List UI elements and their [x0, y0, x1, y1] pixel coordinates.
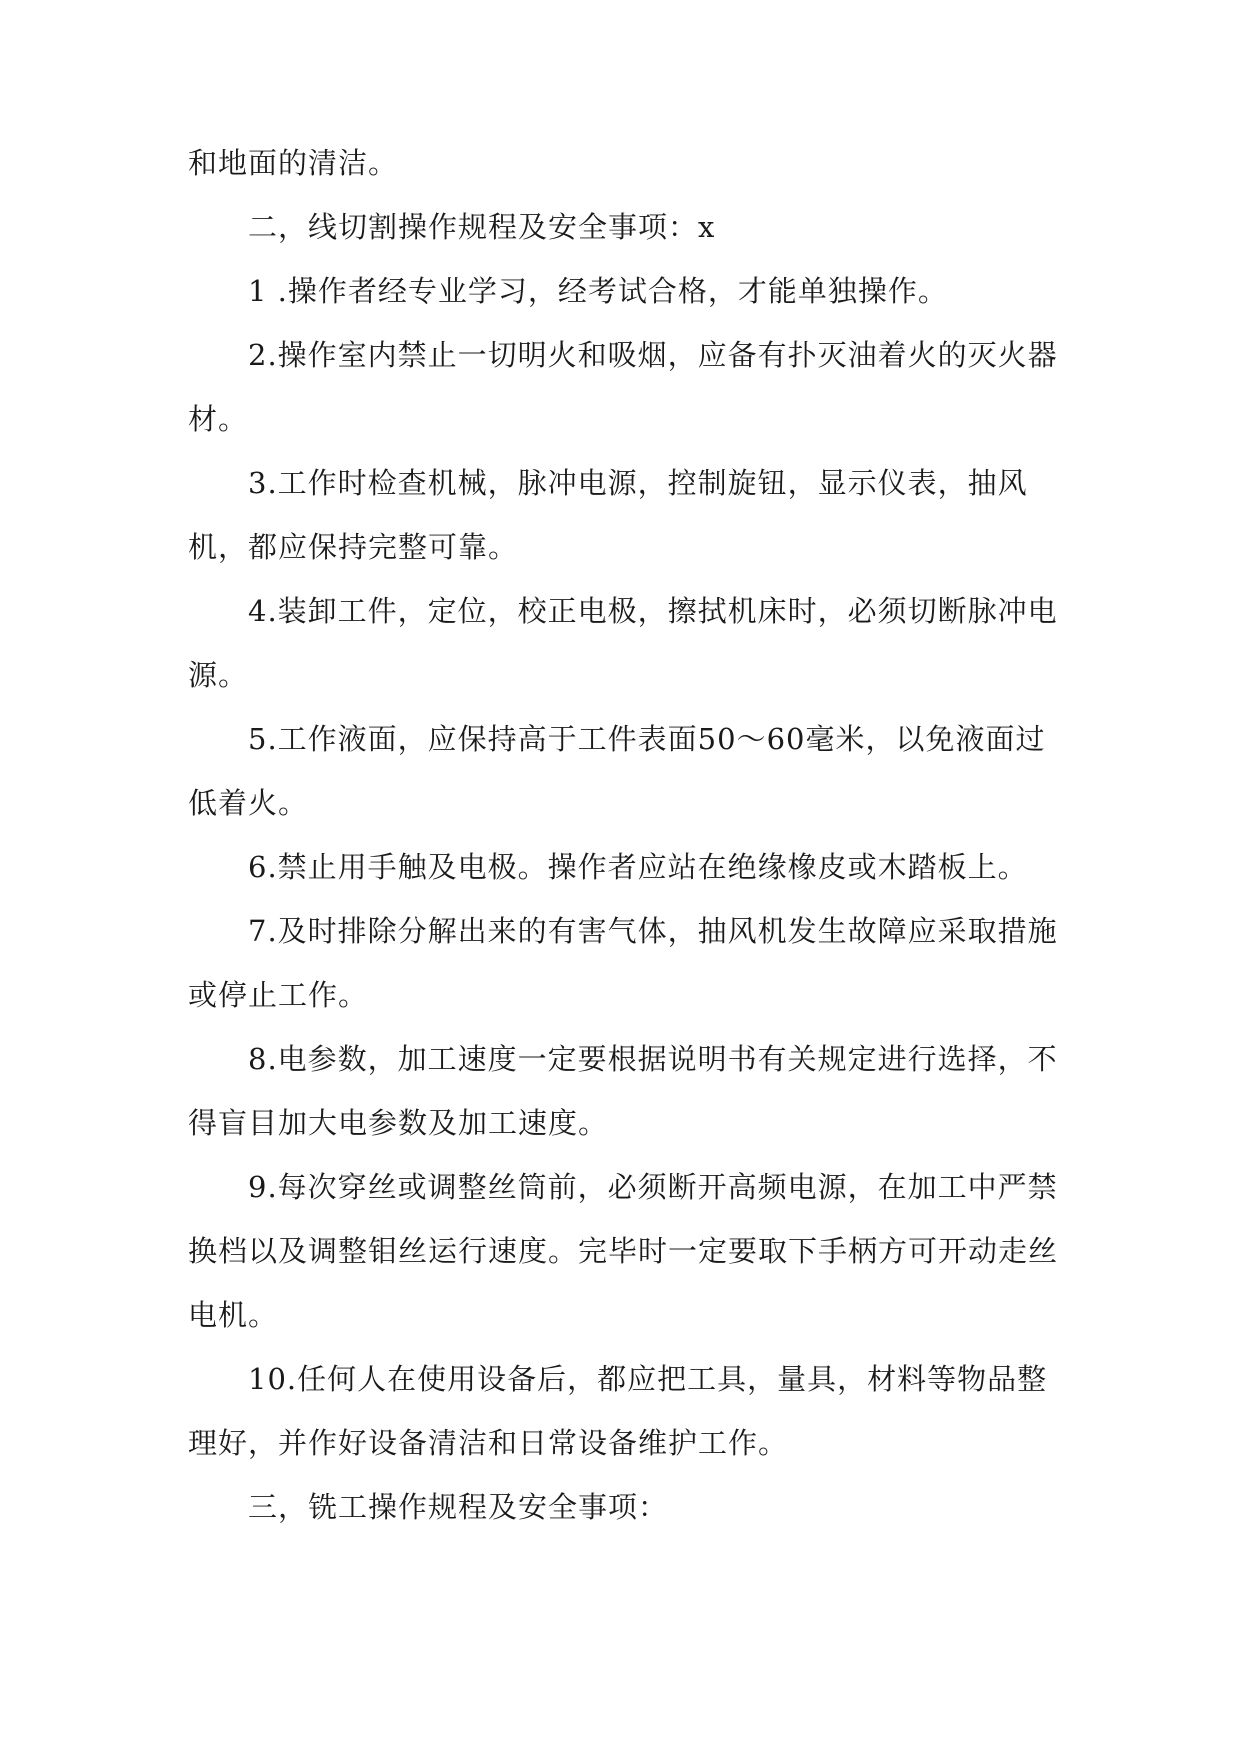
rule-item-8: 8.电参数，加工速度一定要根据说明书有关规定进行选择，不得盲目加大电参数及加工速度。 — [188, 1042, 1058, 1140]
rule-item-9: 9.每次穿丝或调整丝筒前，必须断开高频电源，在加工中严禁换档以及调整钼丝运行速度。完毕时一定要取下手柄方可开动走丝电机。 — [188, 1170, 1059, 1332]
paragraph-continuation: 和地面的清洁。 — [188, 146, 399, 180]
rule-item-5: 5.工作液面，应保持高于工件表面50～60毫米，以免液面过低着火。 — [188, 722, 1046, 820]
rule-item-2: 2.操作室内禁止一切明火和吸烟，应备有扑灭油着火的灭火器材。 — [188, 338, 1058, 436]
document-body — [188, 131, 1058, 1539]
section-heading-milling: 三，铣工操作规程及安全事项： — [248, 1490, 669, 1524]
rule-item-6: 6.禁止用手触及电极。操作者应站在绝缘橡皮或木踏板上。 — [248, 850, 1028, 884]
rule-item-1: 1 .操作者经专业学习，经考试合格，才能单独操作。 — [248, 274, 948, 308]
rule-item-10: 10.任何人在使用设备后，都应把工具，量具，材料等物品整理好，并作好设备清洁和日常设备维护工作。 — [188, 1362, 1048, 1460]
section-heading-wire-cutting: 二，线切割操作规程及安全事项：x — [248, 210, 716, 244]
rule-item-4: 4.装卸工件，定位，校正电极，擦拭机床时，必须切断脉冲电源。 — [188, 594, 1058, 692]
rule-item-3: 3.工作时检查机械，脉冲电源，控制旋钮，显示仪表，抽风机，都应保持完整可靠。 — [188, 466, 1028, 564]
rule-item-7: 7.及时排除分解出来的有害气体，抽风机发生故障应采取措施或停止工作。 — [188, 914, 1058, 1012]
